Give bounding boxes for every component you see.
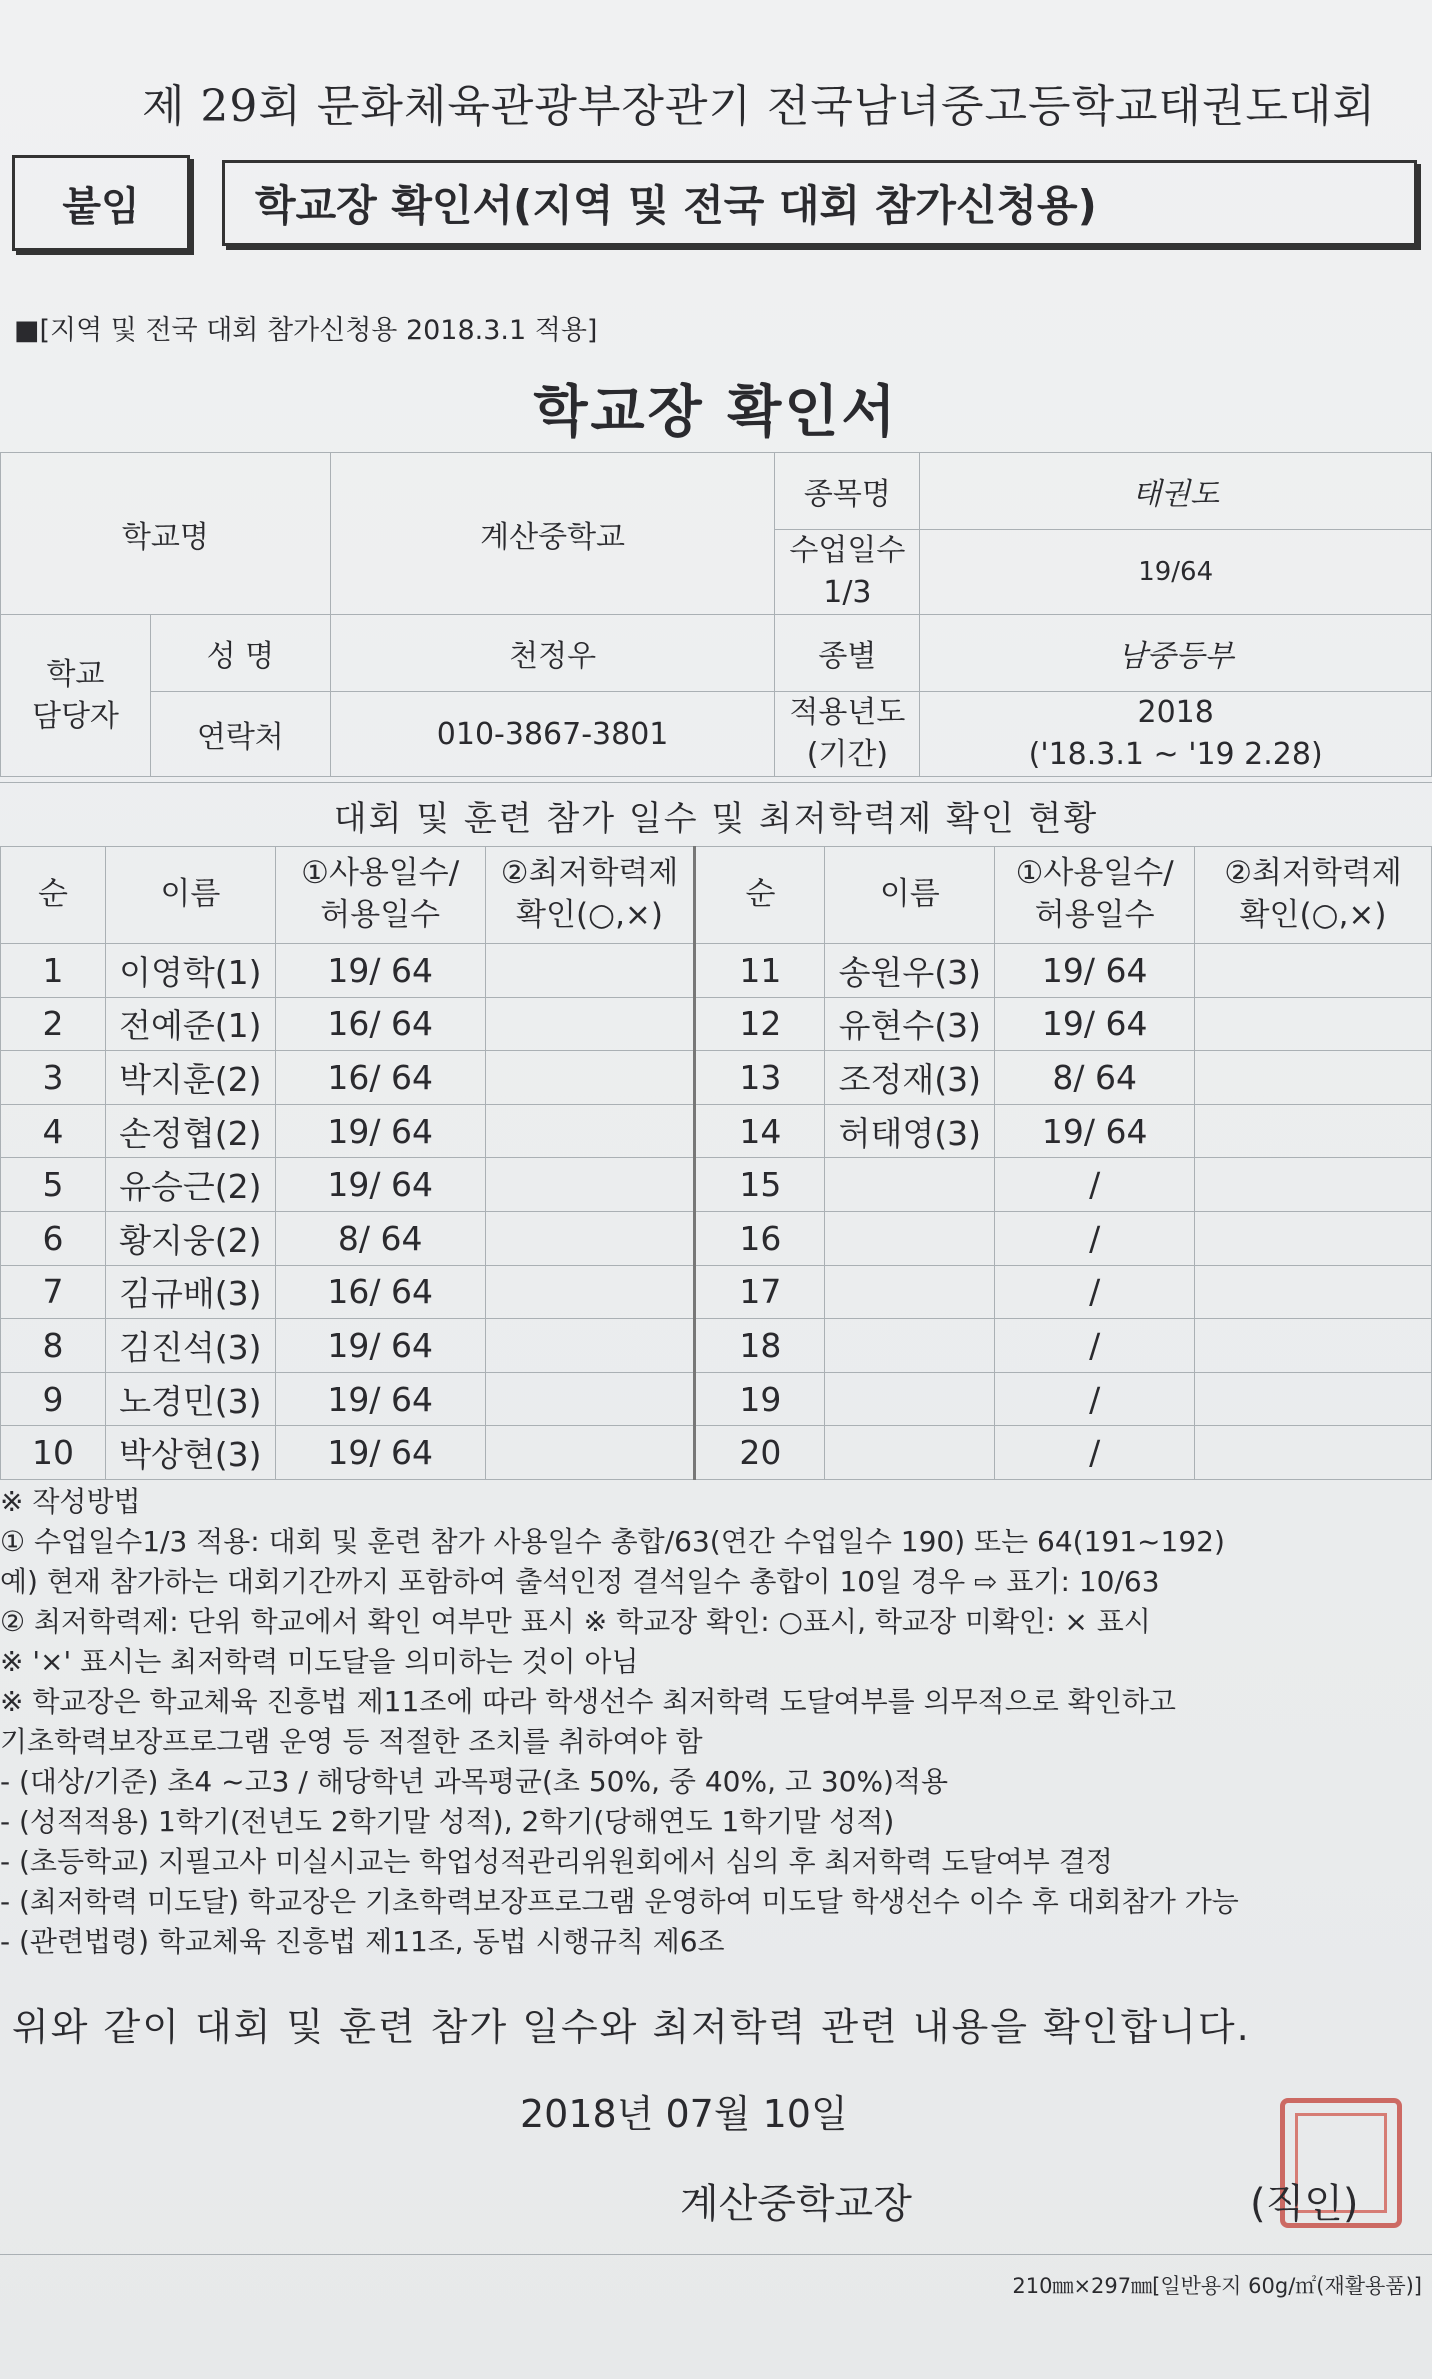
days-label-1: 수업일수 <box>789 533 906 568</box>
cell-check <box>1195 1372 1432 1426</box>
cell-name: 유승근(2) <box>105 1158 275 1212</box>
cell-no: 11 <box>695 944 825 998</box>
col-days-1: ①사용일수/ <box>301 855 460 892</box>
note-line: ① 수업일수1/3 적용: 대회 및 훈련 참가 사용일수 총합/63(연간 수업일수 190) 또는 64(191~192) <box>0 1525 1225 1558</box>
table-row <box>1 1426 1432 1480</box>
cell-days: 8/ 64 <box>995 1051 1195 1105</box>
cell-name: 박상현(3) <box>105 1426 275 1480</box>
signature-mark: (직인) <box>1250 2181 1359 2227</box>
cell-days: 19/ 64 <box>275 1372 485 1426</box>
cell-check <box>1195 1426 1432 1480</box>
cell-name: 황지웅(2) <box>105 1211 275 1265</box>
school-label: 학교명 <box>1 453 331 615</box>
name-label: 성 명 <box>150 615 330 692</box>
cell-days: 8/ 64 <box>275 1211 485 1265</box>
cell-check <box>485 1372 695 1426</box>
cell-no: 7 <box>1 1265 106 1319</box>
manager-label-2: 담당자 <box>31 698 119 734</box>
footer-divider <box>0 2254 1432 2255</box>
note-line: ※ 학교장은 학교체육 진흥법 제11조에 따라 학생선수 최저학력 도달여부를 의무적으로 확인하고 <box>0 1685 1176 1718</box>
cell-name <box>825 1372 995 1426</box>
attachment-title: 학교장 확인서(지역 및 전국 대회 참가신청용) <box>222 160 1417 246</box>
cell-name <box>825 1426 995 1480</box>
cell-check <box>1195 1265 1432 1319</box>
table-row <box>1 1211 1432 1265</box>
cell-days: 19/ 64 <box>995 1104 1195 1158</box>
col-check-1: ②최저학력제 <box>500 855 679 892</box>
cell-check <box>1195 944 1432 998</box>
note-line: 기초학력보장프로그램 운영 등 적절한 조치를 취하여야 함 <box>0 1725 703 1758</box>
cell-name <box>825 1265 995 1319</box>
note-line: - (관련법령) 학교체육 진흥법 제11조, 동법 시행규칙 제6조 <box>0 1925 725 1958</box>
year-value <box>920 692 1432 777</box>
col-check-b-2: 확인(○,×) <box>1239 897 1387 933</box>
days-value: 19/64 <box>920 530 1432 615</box>
cell-check <box>1195 1158 1432 1212</box>
cell-name <box>825 1319 995 1373</box>
cell-days: 19/ 64 <box>995 997 1195 1051</box>
cell-days: 19/ 64 <box>995 944 1195 998</box>
cell-no: 18 <box>695 1319 825 1373</box>
table-row <box>1 1265 1432 1319</box>
table-row <box>1 1319 1432 1373</box>
name-value: 천정우 <box>330 615 775 692</box>
cell-days: 19/ 64 <box>275 1319 485 1373</box>
cell-no: 2 <box>1 997 106 1051</box>
year-label-1: 적용년도 <box>789 695 906 730</box>
cell-name <box>825 1158 995 1212</box>
school-info-table <box>0 452 1432 777</box>
cell-name: 송원우(3) <box>825 944 995 998</box>
issue-date: 2018년 07월 10일 <box>520 2092 848 2136</box>
cell-no: 5 <box>1 1158 106 1212</box>
cell-name <box>825 1211 995 1265</box>
cell-name: 이영학(1) <box>105 944 275 998</box>
writing-instructions <box>0 1482 1432 1962</box>
cell-check <box>485 944 695 998</box>
cell-no: 15 <box>695 1158 825 1212</box>
cell-days: / <box>995 1426 1195 1480</box>
cell-name: 손정협(2) <box>105 1104 275 1158</box>
col-days <box>275 847 485 944</box>
col-days-b <box>995 847 1195 944</box>
col-name: 이름 <box>105 847 275 944</box>
manager-label <box>1 615 151 777</box>
cell-check <box>1195 1319 1432 1373</box>
cell-days: 19/ 64 <box>275 1426 485 1480</box>
note-line: ② 최저학력제: 단위 학교에서 확인 여부만 표시 ※ 학교장 확인: ○표시, 학교장 미확인: × 표시 <box>0 1605 1151 1638</box>
division-label: 종별 <box>775 615 920 692</box>
col-no: 순 <box>1 847 106 944</box>
table-row <box>1 997 1432 1051</box>
table-row <box>1 1158 1432 1212</box>
cell-no: 17 <box>695 1265 825 1319</box>
roster-header-row <box>1 847 1432 944</box>
col-check-b-1: ②최저학력제 <box>1224 855 1402 892</box>
cell-check <box>485 1158 695 1212</box>
cell-check <box>1195 1051 1432 1105</box>
table-row <box>1 944 1432 998</box>
cell-no: 20 <box>695 1426 825 1480</box>
cell-name: 김진석(3) <box>105 1319 275 1373</box>
cell-no: 9 <box>1 1372 106 1426</box>
col-days-b-1: ①사용일수/ <box>1015 855 1174 892</box>
cell-no: 3 <box>1 1051 106 1105</box>
cell-no: 4 <box>1 1104 106 1158</box>
paper-spec: 210㎜×297㎜[일반용지 60g/㎡(재활용품)] <box>1012 2274 1422 2298</box>
cell-name: 허태영(3) <box>825 1104 995 1158</box>
manager-label-1: 학교 <box>46 656 105 692</box>
cell-days: / <box>995 1265 1195 1319</box>
col-no-2: 순 <box>695 847 825 944</box>
cell-no: 14 <box>695 1104 825 1158</box>
year-label <box>775 692 920 777</box>
note-line: ※ '×' 표시는 최저학력 미도달을 의미하는 것이 아님 <box>0 1645 639 1678</box>
col-days-2: 허용일수 <box>320 897 441 933</box>
table-row <box>1 1104 1432 1158</box>
cell-name: 유현수(3) <box>825 997 995 1051</box>
note-line: - (성적적용) 1학기(전년도 2학기말 성적), 2학기(당해연도 1학기말 성적) <box>0 1805 895 1838</box>
cell-days: / <box>995 1158 1195 1212</box>
cell-name: 전예준(1) <box>105 997 275 1051</box>
cell-check <box>485 1319 695 1373</box>
cell-no: 19 <box>695 1372 825 1426</box>
main-title: 학교장 확인서 <box>533 380 899 445</box>
cell-name: 박지훈(2) <box>105 1051 275 1105</box>
col-days-b-2: 허용일수 <box>1034 897 1155 933</box>
cell-days: 19/ 64 <box>275 944 485 998</box>
cell-check <box>1195 1104 1432 1158</box>
roster-table <box>0 846 1432 1480</box>
roster-heading: 대회 및 훈련 참가 일수 및 최저학력제 확인 현황 <box>0 782 1432 847</box>
cell-no: 8 <box>1 1319 106 1373</box>
year-value-2: ('18.3.1 ~ '19 2.28) <box>1028 737 1323 772</box>
confirmation-statement: 위와 같이 대회 및 훈련 참가 일수와 최저학력 관련 내용을 확인합니다. <box>12 2005 1251 2049</box>
cell-check <box>485 1104 695 1158</box>
sport-value: 태권도 <box>920 453 1432 530</box>
contact-label: 연락처 <box>150 692 330 777</box>
cell-name: 김규배(3) <box>105 1265 275 1319</box>
principal-name: 계산중학교장 <box>680 2181 912 2227</box>
cell-days: 19/ 64 <box>275 1104 485 1158</box>
contact-value: 010-3867-3801 <box>330 692 775 777</box>
cell-days: / <box>995 1319 1195 1373</box>
cell-days: 16/ 64 <box>275 997 485 1051</box>
col-name-2: 이름 <box>825 847 995 944</box>
cell-days: 16/ 64 <box>275 1265 485 1319</box>
cell-days: 16/ 64 <box>275 1051 485 1105</box>
event-title: 제 29회 문화체육관광부장관기 전국남녀중고등학교태권도대회 <box>141 81 1376 132</box>
cell-check <box>1195 997 1432 1051</box>
cell-check <box>485 1051 695 1105</box>
cell-no: 16 <box>695 1211 825 1265</box>
cell-days: 19/ 64 <box>275 1158 485 1212</box>
note-line: - (대상/기준) 초4 ~고3 / 해당학년 과목평균(초 50%, 중 40%, 고 30%)적용 <box>0 1765 949 1798</box>
cell-days: / <box>995 1211 1195 1265</box>
cell-check <box>485 997 695 1051</box>
year-value-1: 2018 <box>1137 695 1214 730</box>
cell-check <box>485 1426 695 1480</box>
cell-days: / <box>995 1372 1195 1426</box>
cell-no: 13 <box>695 1051 825 1105</box>
col-check <box>485 847 695 944</box>
cell-check <box>1195 1211 1432 1265</box>
days-label-2: 1/3 <box>823 575 872 610</box>
table-row <box>1 1372 1432 1426</box>
cell-name: 조정재(3) <box>825 1051 995 1105</box>
table-row <box>1 1051 1432 1105</box>
cell-no: 1 <box>1 944 106 998</box>
cell-no: 6 <box>1 1211 106 1265</box>
col-check-b <box>1195 847 1432 944</box>
cell-name: 노경민(3) <box>105 1372 275 1426</box>
col-check-2: 확인(○,×) <box>516 897 664 933</box>
cell-check <box>485 1211 695 1265</box>
cell-no: 10 <box>1 1426 106 1480</box>
cell-check <box>485 1265 695 1319</box>
sport-label: 종목명 <box>775 453 920 530</box>
days-label <box>775 530 920 615</box>
school-value: 계산중학교 <box>330 453 775 615</box>
note-line: ※ 작성방법 <box>0 1485 141 1518</box>
year-label-2: (기간) <box>806 737 889 772</box>
division-value: 남중등부 <box>920 615 1432 692</box>
note-line: 예) 현재 참가하는 대회기간까지 포함하여 출석인정 결석일수 총합이 10일 경우 ⇨ 표기: 10/63 <box>0 1565 1160 1598</box>
applies-note: ■[지역 및 전국 대회 참가신청용 2018.3.1 적용] <box>14 315 598 346</box>
cell-no: 12 <box>695 997 825 1051</box>
attachment-tag: 붙임 <box>12 155 190 251</box>
note-line: - (최저학력 미도달) 학교장은 기초학력보장프로그램 운영하여 미도달 학생선수 이수 후 대회참가 가능 <box>0 1885 1239 1918</box>
note-line: - (초등학교) 지필고사 미실시교는 학업성적관리위원회에서 심의 후 최저학력 도달여부 결정 <box>0 1845 1113 1878</box>
